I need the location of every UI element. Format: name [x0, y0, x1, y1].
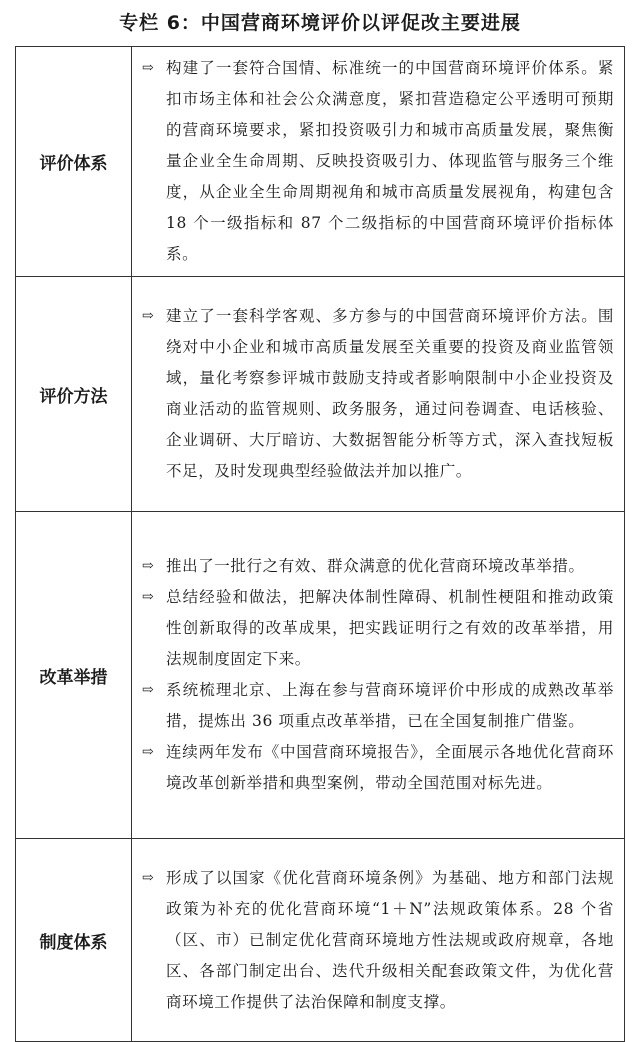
arrow-bullet-icon: ⇨: [142, 308, 154, 324]
table-row: [16, 512, 625, 839]
list-item: [142, 301, 614, 487]
list-item: [142, 551, 614, 582]
arrow-bullet-icon: ⇨: [142, 60, 154, 76]
table-row: [16, 839, 625, 1042]
item-text: 连续两年发布《中国营商环境报告》，全面展示各地优化营商环境改革创新举措和典型案例，带动全国范围对标先进。: [166, 743, 614, 792]
item-text: 形成了以国家《优化营商环境条例》为基础、地方和部门法规政策为补充的优化营商环境“1＋N”法规政策体系。28 个省（区、市）已制定优化营商环境地方性法规或政府规章，各地区、各部门制定出台、迭代升级相关配套政策文件，为优化营商环境工作提供了法治保障和制度支撑。: [166, 868, 614, 1011]
row-label-evaluation-method: 评价方法: [16, 277, 132, 512]
table-row: [16, 277, 625, 512]
list-item: [142, 863, 614, 1018]
item-text: 建立了一套科学客观、多方参与的中国营商环境评价方法。围绕对中小企业和城市高质量发展至关重要的投资及商业监管领域，量化考察参评城市鼓励支持或者影响限制中小企业投资及商业活动的监管规则、政务服务，通过问卷调查、电话核验、企业调研、大厅暗访、大数据智能分析等方式，深入查找短板不足，及时发现典型经验做法并加以推广。: [166, 307, 614, 480]
arrow-bullet-icon: ⇨: [142, 682, 154, 698]
row-label-reform-measures: 改革举措: [16, 512, 132, 839]
list-item: [142, 737, 614, 799]
arrow-bullet-icon: ⇨: [142, 744, 154, 760]
table-row: [16, 47, 625, 277]
arrow-bullet-icon: ⇨: [142, 589, 154, 605]
item-text: 系统梳理北京、上海在参与营商环境评价中形成的成熟改革举措，提炼出 36 项重点改革举措，已在全国复制推广借鉴。: [166, 681, 614, 730]
page-title: 专栏 6：中国营商环境评价以评促改主要进展: [119, 12, 521, 34]
progress-table: [15, 46, 625, 1042]
list-item: [142, 53, 614, 270]
item-text: 推出了一批行之有效、群众满意的优化营商环境改革举措。: [166, 557, 585, 575]
arrow-bullet-icon: ⇨: [142, 558, 154, 574]
row-label-institutional-system: 制度体系: [16, 839, 132, 1042]
item-text: 构建了一套符合国情、标准统一的中国营商环境评价体系。紧扣市场主体和社会公众满意度，紧扣营造稳定公平透明可预期的营商环境要求，紧扣投资吸引力和城市高质量发展，聚焦衡量企业全生命周期、反映投资吸引力、体现监管与服务三个维度，从企业全生命周期视角和城市高质量发展视角，构建包含 18 个一级指标和 87 个二级指标的中国营商环境评价指标体系。: [166, 59, 614, 263]
list-item: [142, 582, 614, 675]
item-text: 总结经验和做法，把解决体制性障碍、机制性梗阻和推动政策性创新取得的改革成果，把实践证明行之有效的改革举措，用法规制度固定下来。: [166, 588, 614, 668]
row-label-evaluation-system: 评价体系: [16, 47, 132, 277]
list-item: [142, 675, 614, 737]
arrow-bullet-icon: ⇨: [142, 869, 154, 886]
